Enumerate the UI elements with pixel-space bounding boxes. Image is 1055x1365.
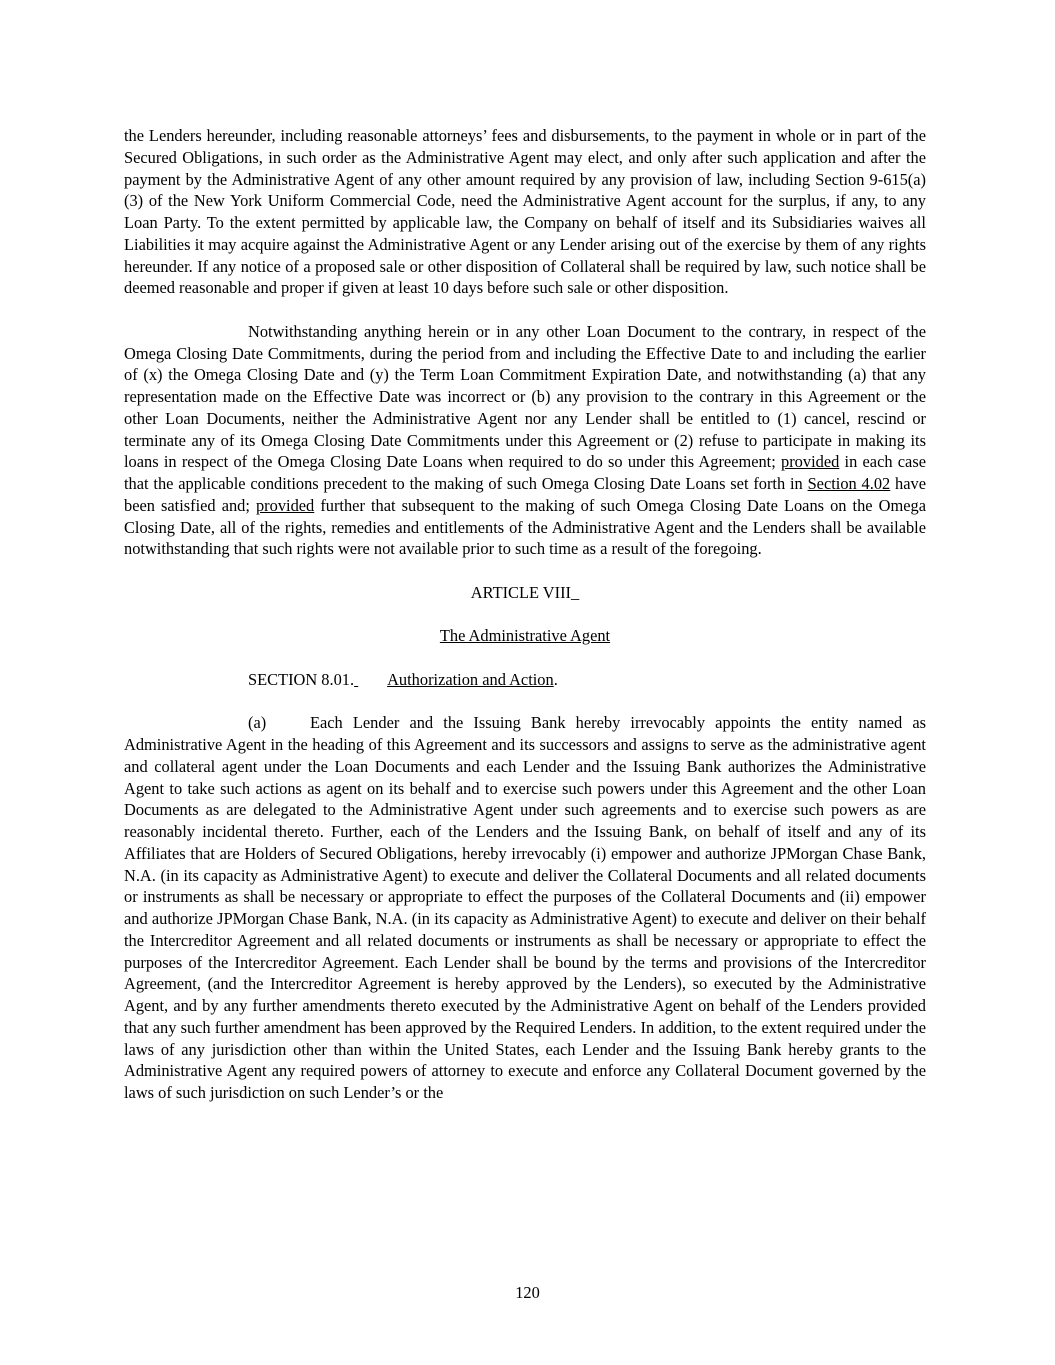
document-page: [124, 125, 926, 1104]
paragraph-a-text: Each Lender and the Issuing Bank hereby irrevocably appoints the entity named as Administrative Agent in the heading of this Agreement and its successors and assigns to serve as the administrative agent and collateral agent under the Loan Documents and each Lender and the Issuing Bank authorizes the Administrative Agent to take such actions as agent on its behalf and to exercise such powers under this Agreement and the other Loan Documents as are delegated to the Administrative Agent under such agreements and to exercise such powers as are reasonably incidental thereto. Further, each of the Lenders and the Issuing Bank, on behalf of itself and any of its Affiliates that are Holders of Secured Obligations, hereby irrevocably (i) empower and authorize JPMorgan Chase Bank, N.A. (in its capacity as Administrative Agent) to execute and deliver the Collateral Documents and all related documents or instruments as shall be necessary or appropriate to effect the purposes of the Collateral Documents and (ii) empower and authorize JPMorgan Chase Bank, N.A. (in its capacity as Administrative Agent) to execute and deliver on their behalf the Intercreditor Agreement and all related documents or instruments as shall be necessary or appropriate to effect the purposes of the Intercreditor Agreement. Each Lender shall be bound by the terms and provisions of the Intercreditor Agreement, (and the Intercreditor Agreement is hereby approved by the Lenders), so executed by the Administrative Agent, and by any further amendments thereto executed by the Administrative Agent on behalf of the Lenders provided that any such further amendment has been approved by the Required Lenders. In addition, to the extent required under the laws of any jurisdiction other than within the United States, each Lender and the Issuing Bank hereby grants to the Administrative Agent any required powers of attorney to execute and enforce any Collateral Document governed by the laws of such jurisdiction on such Lender’s or the: [124, 713, 926, 1102]
omega-text-part2: in each case that the applicable conditions precedent to the making of such Omega Closing Date Loans set forth in: [124, 452, 926, 493]
section-number: SECTION 8.01.: [248, 669, 355, 689]
paragraph-a: [124, 712, 926, 1104]
omega-text-part4: further that subsequent to the making of such Omega Closing Date Loans on the Omega Closing Date, all of the rights, remedies and entitlements of the Administrative Agent and the Lenders shall be available notwithstanding that such rights were not available prior to such time as a result of the foregoing.: [124, 495, 926, 559]
paragraph-a-label: (a): [248, 713, 267, 733]
provided-term-2: provided: [255, 495, 315, 515]
paragraph-omega-closing: [124, 321, 926, 560]
omega-text-part1: Notwithstanding anything herein or in any other Loan Document to the contrary, in respect of the Omega Closing Date Commitments, during the period from and including the Effective Date to and including the earlier of (x) the Omega Closing Date and (y) the Term Loan Commitment Expiration Date, and notwithstanding (a) that any representation made on the Effective Date was incorrect or (b) any provision to the contrary in this Agreement or the other Loan Documents, neither the Administrative Agent nor any Lender shall be entitled to (1) cancel, rescind or terminate any of its Omega Closing Date Commitments under this Agreement or (2) refuse to participate in making its loans in respect of the Omega Closing Date Loans when required to do so under this Agreement;: [124, 321, 926, 472]
article-title: The Administrative Agent: [439, 626, 611, 646]
section-gap: [354, 669, 387, 691]
page-number: 120: [515, 1283, 540, 1302]
omega-text-part3: have been satisfied and;: [124, 474, 926, 515]
article-heading: ARTICLE VIII_: [470, 582, 580, 602]
section-heading: [124, 669, 926, 691]
section-4-02-reference: Section 4.02: [807, 474, 891, 493]
section-title: Authorization and Action: [387, 669, 554, 689]
section-title-suffix: .: [553, 669, 558, 689]
provided-term-1: provided: [781, 452, 840, 472]
paragraph-continuation: the Lenders hereunder, including reasonable attorneys’ fees and disbursements, to the payment in whole or in part of the Secured Obligations, in such order as the Administrative Agent may elect, and only after such application and after the payment by the Administrative Agent of any other amount required by any provision of law, including Section 9-615(a)(3) of the New York Uniform Commercial Code, need the Administrative Agent account for the surplus, if any, to any Loan Party. To the extent permitted by applicable law, the Company on behalf of itself and its Subsidiaries waives all Liabilities it may acquire against the Administrative Agent or any Lender arising out of the exercise by them of any rights hereunder. If any notice of a proposed sale or other disposition of Collateral shall be required by law, such notice shall be deemed reasonable and proper if given at least 10 days before such sale or other disposition.: [124, 126, 926, 298]
